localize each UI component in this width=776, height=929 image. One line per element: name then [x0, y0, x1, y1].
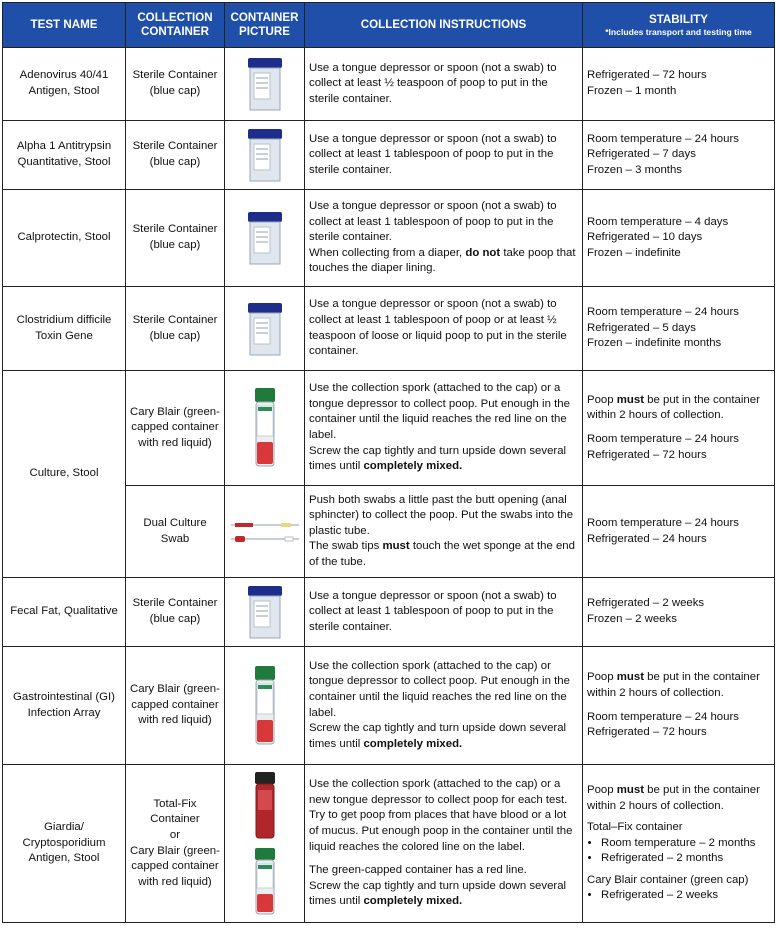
table-row — [3, 647, 775, 765]
instructions: Use a tongue depressor or spoon (not a swab) to collect at least 1 tablespoon of poop to put in the sterile container. — [305, 121, 583, 190]
stability-line: Frozen – 3 months — [587, 163, 682, 176]
container-picture — [225, 121, 305, 190]
test-name: Fecal Fat, Qualitative — [3, 578, 126, 647]
stability-list-item: • Refrigerated – 2 weeks — [601, 888, 770, 904]
stability-line: Total–Fix container — [587, 821, 683, 834]
container-type: Sterile Container (blue cap) — [126, 287, 225, 371]
cary-blair-container-image — [250, 846, 280, 918]
container-picture — [225, 486, 305, 578]
total-fix-container-image — [250, 770, 280, 842]
instruction-text: The swab tips must touch the wet sponge at the end of the tube. — [309, 540, 575, 568]
stability-line: Room temperature – 24 hours — [587, 306, 739, 319]
header-container-picture: CONTAINER PICTURE — [225, 3, 305, 48]
container-option: Cary Blair (green-capped container with red liquid) — [130, 844, 220, 888]
test-name: Adenovirus 40/41 Antigen, Stool — [3, 48, 126, 121]
stability — [583, 486, 775, 578]
container-picture — [225, 287, 305, 371]
table-row — [3, 765, 775, 923]
stability-line: Refrigerated – 72 hours — [587, 726, 707, 739]
instructions — [305, 486, 583, 578]
instruction-text: Screw the cap tightly and turn upside down several times until completely mixed. — [309, 444, 567, 473]
test-name: Clostridium difficile Toxin Gene — [3, 287, 126, 371]
stability — [583, 48, 775, 121]
sterile-container-image — [245, 583, 285, 641]
container-type — [126, 765, 225, 923]
stability-list-item: • Room temperature – 2 months — [601, 836, 770, 852]
instruction-text: Use the collection spork (attached to the cap) or a new tongue depressor to collect poop for each test. Try to get poop from places that have blood or a lot of mucus. Put enough poop in the container until the liquid reaches the colored line on the label. — [309, 778, 573, 853]
container-or: or — [169, 828, 181, 841]
stability-line: Room temperature – 24 hours — [587, 710, 739, 723]
stability-line: Room temperature – 24 hours — [587, 433, 739, 445]
instruction-text: Use the collection spork (attached to the cap) or a tongue depressor to collect poop. Put enough in the container until the liquid reaches the red line on the label. — [309, 382, 570, 441]
instructions — [305, 765, 583, 923]
container-picture — [225, 190, 305, 287]
test-name: Giardia/ Cryptosporidium Antigen, Stool — [3, 765, 126, 923]
container-type: Sterile Container (blue cap) — [126, 48, 225, 121]
instructions — [305, 647, 583, 765]
instructions — [305, 190, 583, 287]
instruction-text: When collecting from a diaper, do not take poop that touches the diaper lining. — [309, 246, 576, 275]
header-collection-instructions: COLLECTION INSTRUCTIONS — [305, 3, 583, 48]
container-picture — [225, 765, 305, 923]
stability-line: Refrigerated – 10 days — [587, 231, 703, 244]
container-type: Sterile Container (blue cap) — [126, 121, 225, 190]
container-picture — [225, 647, 305, 765]
stability-line: Frozen – 1 month — [587, 85, 677, 97]
container-type: Dual Culture Swab — [126, 486, 225, 578]
stability-line: Room temperature – 24 hours — [587, 516, 739, 529]
table-row — [3, 48, 775, 121]
instruction-text: Screw the cap tightly and turn upside down several times until completely mixed. — [309, 722, 567, 750]
test-name: Gastrointestinal (GI) Infection Array — [3, 647, 126, 765]
stability-line: Room temperature – 4 days — [587, 215, 729, 228]
instruction-text: The green-capped container has a red line. — [309, 864, 527, 877]
stability-line: Frozen – 2 weeks — [587, 613, 677, 625]
stability-note: *Includes transport and testing time — [605, 27, 752, 37]
test-name: Alpha 1 Antitrypsin Quantitative, Stool — [3, 121, 126, 190]
stability — [583, 765, 775, 923]
container-picture — [225, 578, 305, 647]
instructions: Use a tongue depressor or spoon (not a swab) to collect at least 1 tablespoon of poop to put in the sterile container. — [305, 578, 583, 647]
stability-line: Refrigerated – 2 weeks — [587, 597, 705, 610]
stability-line: Refrigerated – 72 hours — [587, 69, 707, 82]
cary-blair-container-image — [250, 664, 280, 748]
sterile-container-image — [245, 209, 285, 267]
header-test-name: TEST NAME — [3, 3, 126, 48]
instruction-text: Push both swabs a little past the butt opening (anal sphincter) to collect the poop. Put the swabs into the plastic tube. — [309, 493, 574, 537]
stability-line: Room temperature – 24 hours — [587, 132, 739, 145]
table-row — [3, 578, 775, 647]
stability-line: Frozen – indefinite months — [587, 337, 722, 350]
test-name: Culture, Stool — [3, 371, 126, 578]
sterile-container-image — [245, 126, 285, 184]
stability-list — [587, 888, 770, 904]
container-type: Sterile Container (blue cap) — [126, 190, 225, 287]
stool-test-table — [2, 2, 775, 923]
stability-list — [587, 836, 770, 867]
container-type: Sterile Container (blue cap) — [126, 578, 225, 647]
table-row — [3, 371, 775, 486]
instruction-text: Use a tongue depressor or spoon (not a swab) to collect at least 1 tablespoon of poop to put in the sterile container. — [309, 200, 557, 244]
container-option: Total-Fix Container — [150, 797, 200, 826]
sterile-container-image — [245, 300, 285, 358]
stability — [583, 287, 775, 371]
container-type: Cary Blair (green-capped container with red liquid) — [126, 647, 225, 765]
stability — [583, 578, 775, 647]
container-type: Cary Blair (green-capped container with red liquid) — [126, 371, 225, 486]
stability-line: Poop must be put in the container within 2 hours of collection. — [587, 393, 760, 422]
stability — [583, 371, 775, 486]
header-row — [3, 3, 775, 48]
instructions — [305, 371, 583, 486]
header-stability — [583, 3, 775, 48]
stability-line: Cary Blair container (green cap) — [587, 873, 749, 886]
table-row — [3, 121, 775, 190]
stability — [583, 121, 775, 190]
test-name: Calprotectin, Stool — [3, 190, 126, 287]
header-collection-container: COLLECTION CONTAINER — [126, 3, 225, 48]
stability-line: Poop must be put in the container within 2 hours of collection. — [587, 671, 760, 699]
stability-line: Refrigerated – 72 hours — [587, 448, 707, 461]
cary-blair-container-image — [250, 386, 280, 470]
dual-swab-image — [227, 517, 303, 547]
stability-line: Refrigerated – 24 hours — [587, 532, 707, 545]
instructions: Use a tongue depressor or spoon (not a swab) to collect at least ½ teaspoon of poop to put in the sterile container. — [305, 48, 583, 121]
instruction-text: Screw the cap tightly and turn upside down several times until completely mixed. — [309, 879, 567, 908]
table-row — [3, 287, 775, 371]
stability-list-item: • Refrigerated – 2 months — [601, 851, 770, 867]
stability-line: Refrigerated – 5 days — [587, 321, 696, 334]
stability-title: STABILITY — [648, 13, 709, 26]
stability — [583, 647, 775, 765]
stability-line: Frozen – indefinite — [587, 246, 681, 259]
instruction-text: Use the collection spork (attached to the cap) or tongue depressor to collect poop. Put enough in the container until the liquid reaches the red line on the label. — [309, 659, 570, 719]
sterile-container-image — [245, 55, 285, 113]
stability — [583, 190, 775, 287]
container-picture — [225, 371, 305, 486]
container-picture — [225, 48, 305, 121]
table-row — [3, 190, 775, 287]
stability-line: Poop must be put in the container within 2 hours of collection. — [587, 783, 760, 812]
stability-line: Refrigerated – 7 days — [587, 148, 696, 161]
instructions: Use a tongue depressor or spoon (not a swab) to collect at least 1 tablespoon of poop or at least ½ teaspoon of loose or liquid poop to put in the sterile container. — [305, 287, 583, 371]
